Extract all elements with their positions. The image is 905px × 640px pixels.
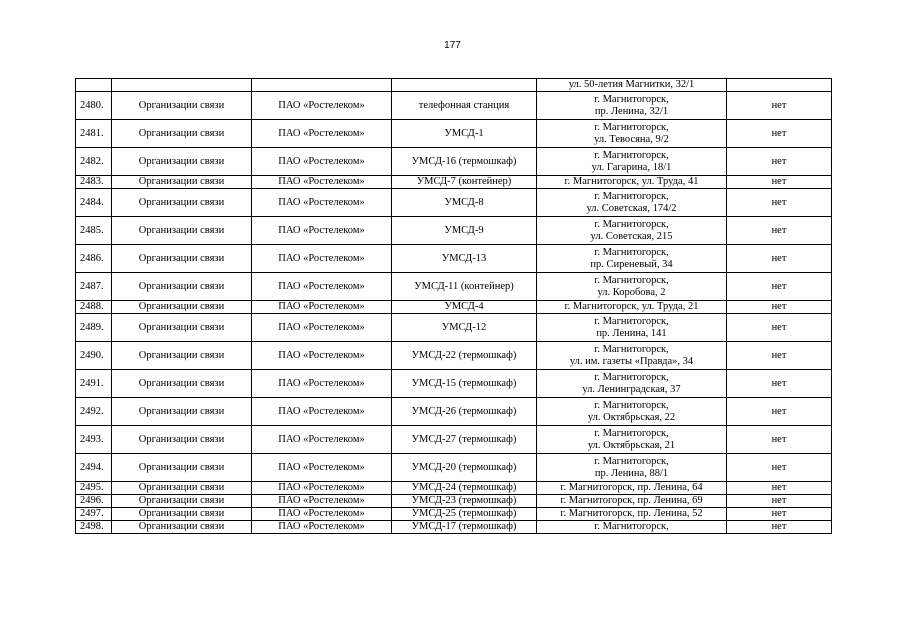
operator-cell: ПАО «Ростелеком»: [252, 314, 392, 342]
operator-cell: ПАО «Ростелеком»: [252, 398, 392, 426]
object-cell: УМСД-1: [392, 120, 537, 148]
address-line: ул. Октябрьская, 22: [587, 411, 676, 423]
table-row: [76, 454, 832, 482]
row-number-cell: 2491.: [76, 370, 112, 398]
category-cell: Организации связи: [112, 370, 252, 398]
row-number-cell: 2488.: [76, 301, 112, 314]
page-number: 177: [444, 40, 461, 51]
value-cell: нет: [727, 120, 832, 148]
object-cell: УМСД-16 (термошкаф): [392, 148, 537, 176]
operator-cell: ПАО «Ростелеком»: [252, 148, 392, 176]
value-cell: нет: [727, 426, 832, 454]
address-cell: [537, 398, 727, 426]
address-cell: [537, 314, 727, 342]
value-cell: [727, 79, 832, 92]
table-row: [76, 148, 832, 176]
address-cell: [537, 482, 727, 495]
table-row: [76, 217, 832, 245]
address-line: г. Магнитогорск, пр. Ленина, 64: [560, 482, 703, 493]
table-row: [76, 301, 832, 314]
operator-cell: ПАО «Ростелеком»: [252, 495, 392, 508]
address-line: г. Магнитогорск, пр. Ленина, 69: [560, 495, 703, 506]
address-cell: [537, 370, 727, 398]
object-cell: [392, 79, 537, 92]
row-number-cell: 2495.: [76, 482, 112, 495]
value-cell: нет: [727, 189, 832, 217]
object-cell: УМСД-22 (термошкаф): [392, 342, 537, 370]
value-cell: нет: [727, 398, 832, 426]
value-cell: нет: [727, 495, 832, 508]
value-cell: нет: [727, 273, 832, 301]
address-cell: [537, 189, 727, 217]
address-cell: [537, 301, 727, 314]
table-row: [76, 79, 832, 92]
value-cell: нет: [727, 342, 832, 370]
operator-cell: ПАО «Ростелеком»: [252, 217, 392, 245]
operator-cell: ПАО «Ростелеком»: [252, 273, 392, 301]
object-cell: УМСД-13: [392, 245, 537, 273]
category-cell: Организации связи: [112, 495, 252, 508]
row-number-cell: 2492.: [76, 398, 112, 426]
row-number-cell: 2483.: [76, 176, 112, 189]
address-line: ул. 50-летия Магнитки, 32/1: [568, 79, 695, 90]
row-number-cell: 2490.: [76, 342, 112, 370]
address-line: ул. Советская, 174/2: [586, 202, 677, 214]
address-line: ул. Гагарина, 18/1: [591, 161, 672, 173]
category-cell: [112, 79, 252, 92]
value-cell: нет: [727, 482, 832, 495]
value-cell: нет: [727, 314, 832, 342]
address-line: г. Магнитогорск,: [594, 371, 669, 383]
operator-cell: ПАО «Ростелеком»: [252, 120, 392, 148]
address-line: ул. Ленинградская, 37: [582, 383, 681, 395]
table-row: [76, 495, 832, 508]
operator-cell: ПАО «Ростелеком»: [252, 508, 392, 521]
address-line: г. Магнитогорск,: [594, 521, 669, 532]
address-cell: [537, 176, 727, 189]
object-cell: УМСД-25 (термошкаф): [392, 508, 537, 521]
category-cell: Организации связи: [112, 92, 252, 120]
value-cell: нет: [727, 245, 832, 273]
row-number-cell: 2489.: [76, 314, 112, 342]
address-line: ул. Советская, 215: [590, 230, 673, 242]
table-row: [76, 508, 832, 521]
address-cell: [537, 454, 727, 482]
category-cell: Организации связи: [112, 176, 252, 189]
address-line: пр. Ленина, 141: [596, 327, 667, 339]
category-cell: Организации связи: [112, 482, 252, 495]
table-row: [76, 521, 832, 534]
address-line: г. Магнитогорск,: [594, 274, 669, 286]
address-cell: [537, 426, 727, 454]
table-row: [76, 273, 832, 301]
address-line: г. Магнитогорск, пр. Ленина, 52: [560, 508, 703, 519]
table-row: [76, 370, 832, 398]
address-line: пр. Ленина, 32/1: [594, 105, 669, 117]
operator-cell: ПАО «Ростелеком»: [252, 176, 392, 189]
address-line: г. Магнитогорск,: [594, 93, 669, 105]
address-line: г. Магнитогорск,: [594, 343, 669, 355]
row-number-cell: 2486.: [76, 245, 112, 273]
register-table-body: [76, 79, 832, 534]
table-row: [76, 92, 832, 120]
address-line: г. Магнитогорск,: [594, 455, 669, 467]
object-cell: телефонная станция: [392, 92, 537, 120]
object-cell: УМСД-12: [392, 314, 537, 342]
operator-cell: ПАО «Ростелеком»: [252, 342, 392, 370]
table-row: [76, 342, 832, 370]
value-cell: нет: [727, 521, 832, 534]
category-cell: Организации связи: [112, 120, 252, 148]
operator-cell: ПАО «Ростелеком»: [252, 426, 392, 454]
row-number-cell: 2496.: [76, 495, 112, 508]
address-line: ул. Октябрьская, 21: [587, 439, 676, 451]
address-cell: [537, 120, 727, 148]
object-cell: УМСД-9: [392, 217, 537, 245]
object-cell: УМСД-23 (термошкаф): [392, 495, 537, 508]
address-line: г. Магнитогорск,: [594, 246, 669, 258]
category-cell: Организации связи: [112, 521, 252, 534]
object-cell: УМСД-7 (контейнер): [392, 176, 537, 189]
operator-cell: ПАО «Ростелеком»: [252, 370, 392, 398]
category-cell: Организации связи: [112, 342, 252, 370]
address-line: г. Магнитогорск,: [594, 218, 669, 230]
address-line: г. Магнитогорск, ул. Труда, 41: [564, 176, 699, 187]
operator-cell: ПАО «Ростелеком»: [252, 189, 392, 217]
address-cell: [537, 273, 727, 301]
address-line: г. Магнитогорск,: [594, 427, 669, 439]
operator-cell: ПАО «Ростелеком»: [252, 454, 392, 482]
object-cell: УМСД-17 (термошкаф): [392, 521, 537, 534]
category-cell: Организации связи: [112, 314, 252, 342]
table-row: [76, 176, 832, 189]
row-number-cell: 2487.: [76, 273, 112, 301]
category-cell: Организации связи: [112, 189, 252, 217]
category-cell: Организации связи: [112, 301, 252, 314]
address-cell: [537, 495, 727, 508]
category-cell: Организации связи: [112, 508, 252, 521]
address-cell: [537, 508, 727, 521]
object-cell: УМСД-11 (контейнер): [392, 273, 537, 301]
object-cell: УМСД-8: [392, 189, 537, 217]
address-line: пр. Ленина, 88/1: [594, 467, 669, 479]
address-cell: [537, 521, 727, 534]
category-cell: Организации связи: [112, 426, 252, 454]
operator-cell: ПАО «Ростелеком»: [252, 301, 392, 314]
value-cell: нет: [727, 370, 832, 398]
table-row: [76, 189, 832, 217]
row-number-cell: 2493.: [76, 426, 112, 454]
row-number-cell: 2485.: [76, 217, 112, 245]
value-cell: нет: [727, 176, 832, 189]
operator-cell: [252, 79, 392, 92]
category-cell: Организации связи: [112, 148, 252, 176]
row-number-cell: 2497.: [76, 508, 112, 521]
object-cell: УМСД-27 (термошкаф): [392, 426, 537, 454]
address-line: г. Магнитогорск,: [594, 121, 669, 133]
address-cell: [537, 148, 727, 176]
value-cell: нет: [727, 92, 832, 120]
register-table: [75, 78, 832, 534]
object-cell: УМСД-4: [392, 301, 537, 314]
address-line: пр. Сиреневый, 34: [590, 258, 673, 270]
row-number-cell: [76, 79, 112, 92]
category-cell: Организации связи: [112, 454, 252, 482]
row-number-cell: 2494.: [76, 454, 112, 482]
value-cell: нет: [727, 508, 832, 521]
table-row: [76, 398, 832, 426]
category-cell: Организации связи: [112, 273, 252, 301]
address-cell: [537, 342, 727, 370]
row-number-cell: 2480.: [76, 92, 112, 120]
category-cell: Организации связи: [112, 245, 252, 273]
object-cell: УМСД-24 (термошкаф): [392, 482, 537, 495]
value-cell: нет: [727, 301, 832, 314]
address-cell: [537, 92, 727, 120]
operator-cell: ПАО «Ростелеком»: [252, 482, 392, 495]
object-cell: УМСД-26 (термошкаф): [392, 398, 537, 426]
table-row: [76, 482, 832, 495]
row-number-cell: 2484.: [76, 189, 112, 217]
category-cell: Организации связи: [112, 398, 252, 426]
row-number-cell: 2481.: [76, 120, 112, 148]
address-line: г. Магнитогорск,: [594, 315, 669, 327]
value-cell: нет: [727, 454, 832, 482]
table-row: [76, 426, 832, 454]
row-number-cell: 2498.: [76, 521, 112, 534]
operator-cell: ПАО «Ростелеком»: [252, 245, 392, 273]
table-row: [76, 245, 832, 273]
address-line: ул. Коробова, 2: [597, 286, 666, 298]
address-cell: [537, 217, 727, 245]
value-cell: нет: [727, 217, 832, 245]
address-line: ул. Тевосяна, 9/2: [594, 133, 669, 145]
address-cell: [537, 79, 727, 92]
table-row: [76, 120, 832, 148]
row-number-cell: 2482.: [76, 148, 112, 176]
object-cell: УМСД-15 (термошкаф): [392, 370, 537, 398]
category-cell: Организации связи: [112, 217, 252, 245]
operator-cell: ПАО «Ростелеком»: [252, 521, 392, 534]
address-line: г. Магнитогорск,: [594, 149, 669, 161]
operator-cell: ПАО «Ростелеком»: [252, 92, 392, 120]
table-row: [76, 314, 832, 342]
address-cell: [537, 245, 727, 273]
value-cell: нет: [727, 148, 832, 176]
address-line: г. Магнитогорск,: [594, 190, 669, 202]
address-line: ул. им. газеты «Правда», 34: [569, 355, 694, 367]
address-line: г. Магнитогорск,: [594, 399, 669, 411]
object-cell: УМСД-20 (термошкаф): [392, 454, 537, 482]
address-line: г. Магнитогорск, ул. Труда, 21: [564, 301, 699, 312]
